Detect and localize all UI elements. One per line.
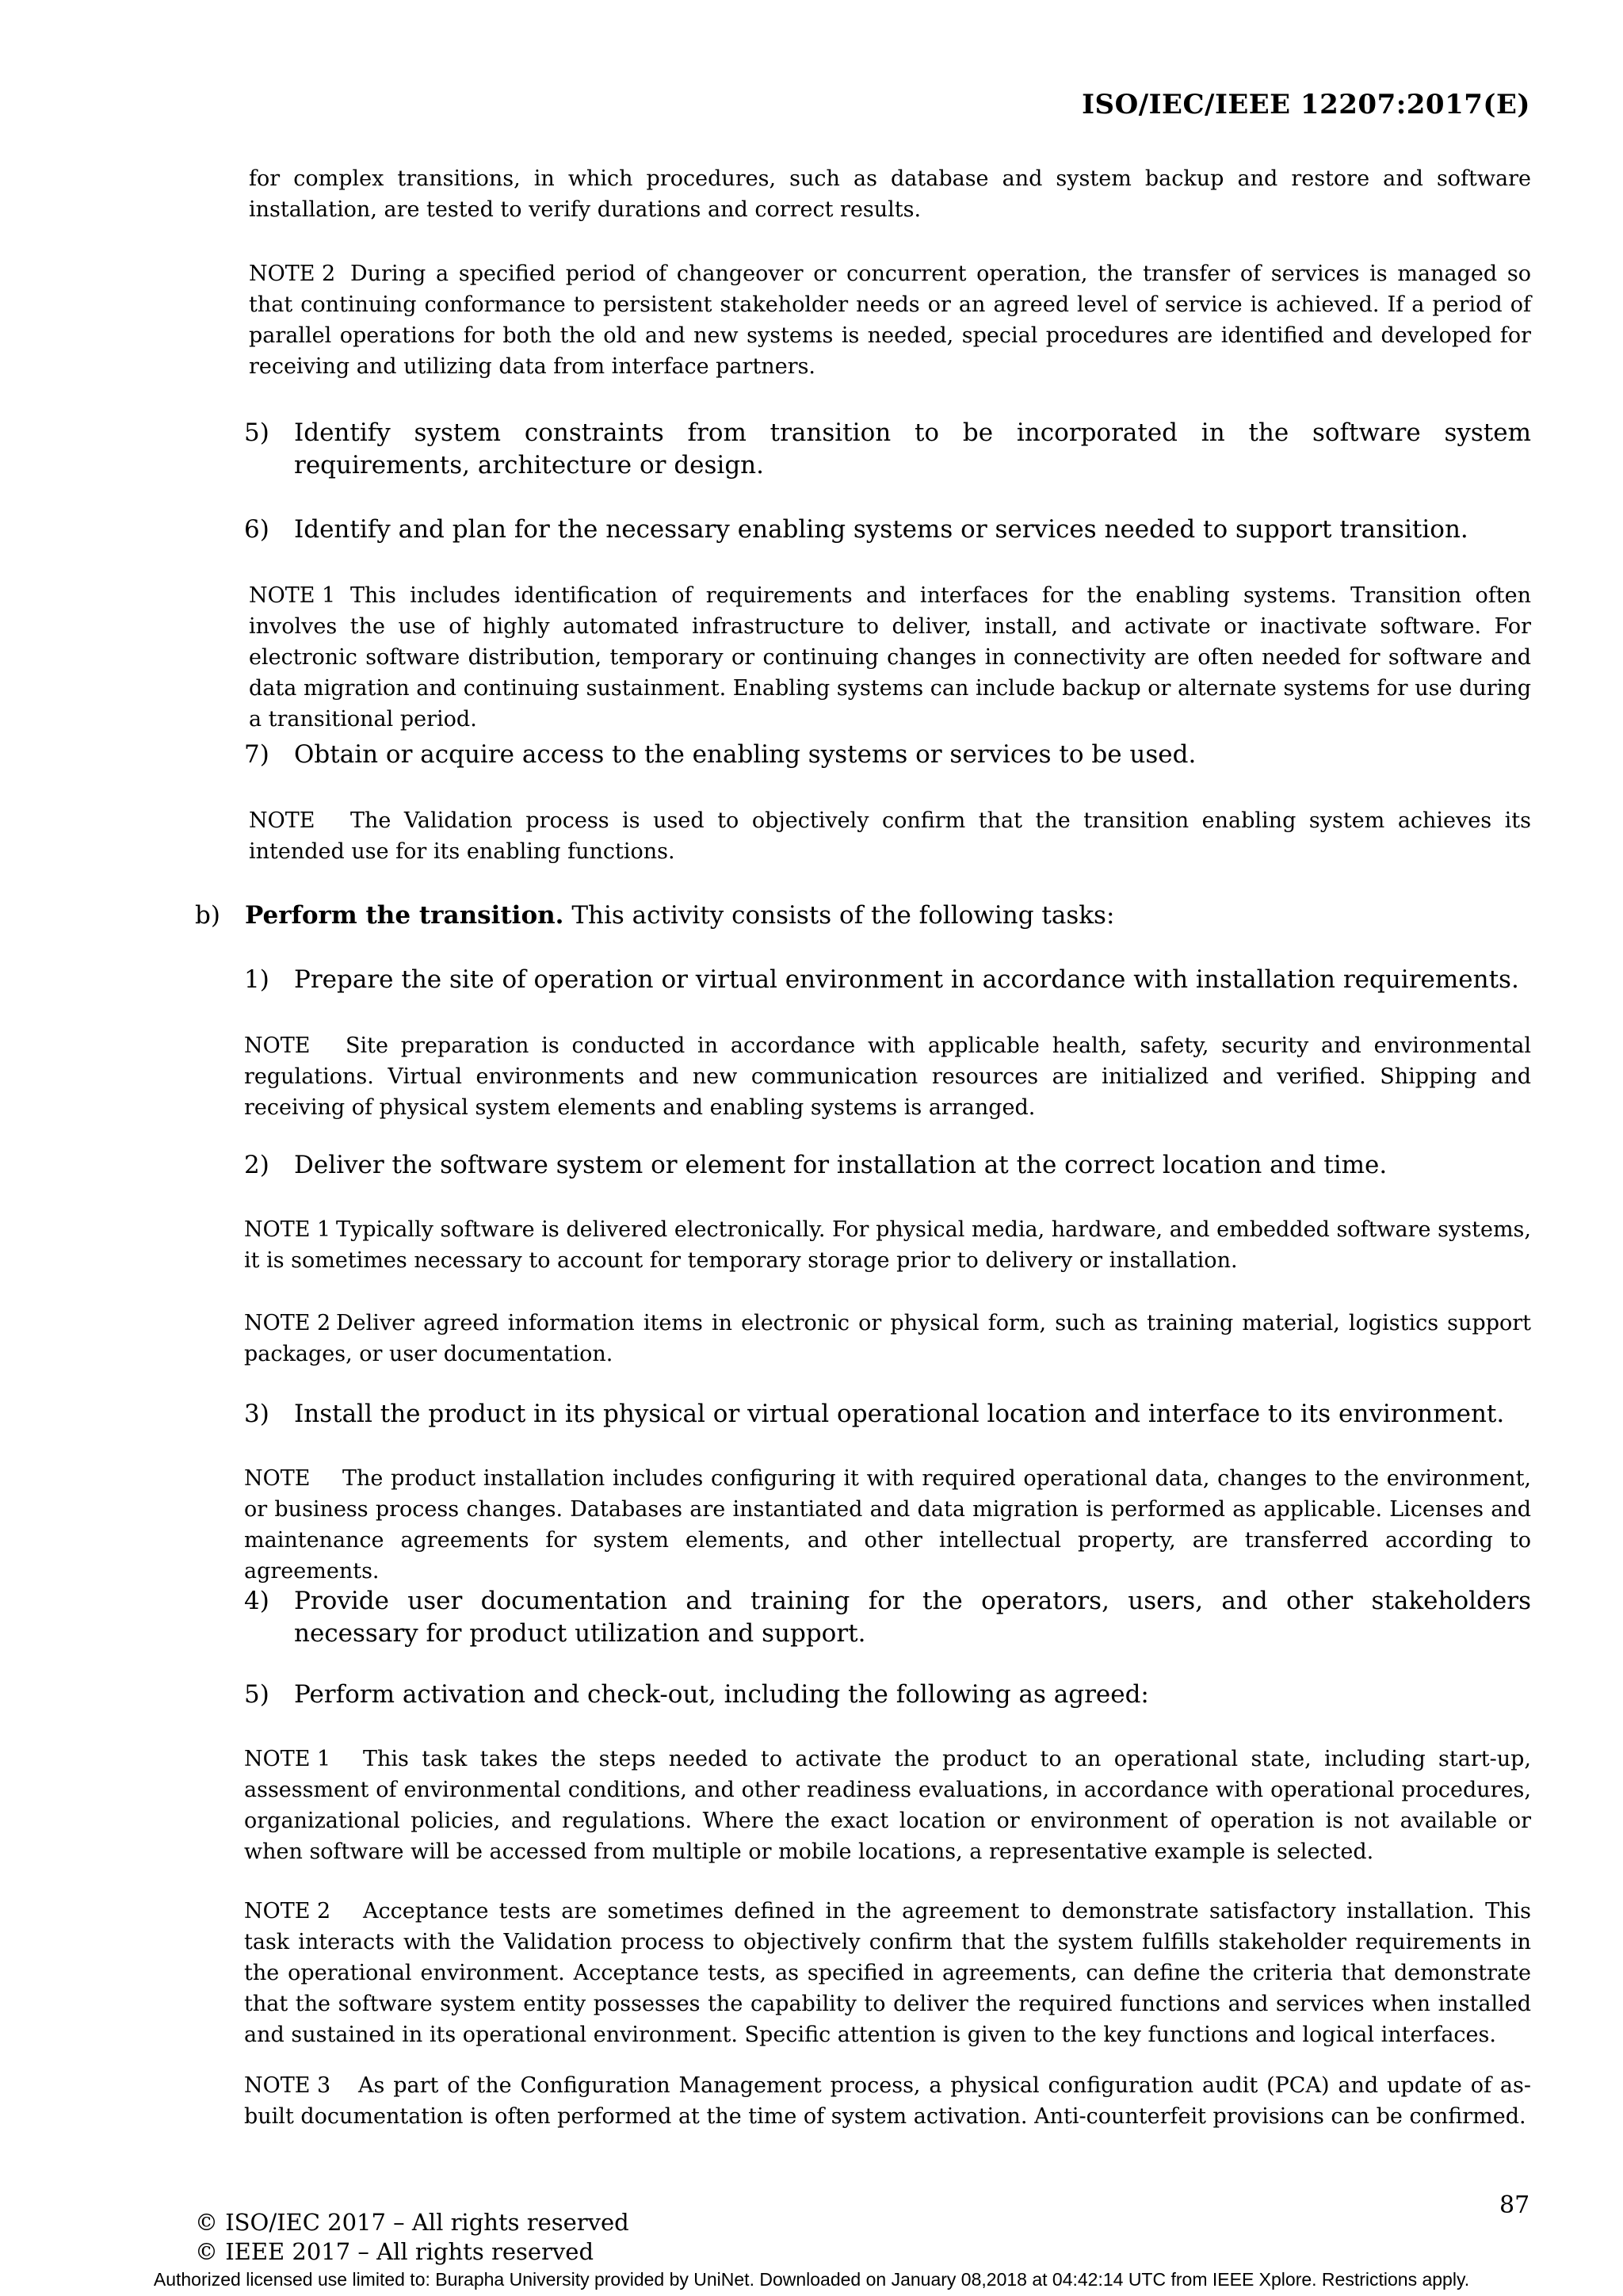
activity-letter: b)	[195, 901, 220, 930]
activity-title: Perform the transition.	[245, 901, 564, 930]
license-notice: Authorized licensed use limited to: Burapha University provided by UniNet. Downloaded on January 08,2018 at 04:42:14 UTC from IEEE Xplore. Restrictions apply.	[153, 2269, 1470, 2290]
note-label: NOTE	[244, 1033, 311, 1058]
note-label: NOTE 2	[249, 262, 336, 286]
note-label: NOTE 1	[244, 1217, 331, 1242]
task-number: 1)	[244, 965, 269, 994]
task-a7	[244, 739, 1531, 771]
task-a6	[244, 514, 1531, 546]
task-text: Deliver the software system or element for installation at the correct location and time.	[294, 1151, 1388, 1179]
task-text: Install the product in its physical or virtual operational location and interface to its environment.	[294, 1400, 1505, 1428]
note-label: NOTE 1	[249, 583, 336, 608]
note-label: NOTE 2	[244, 1899, 331, 1924]
note-label: NOTE 3	[244, 2073, 331, 2098]
task-number: 6)	[244, 515, 269, 544]
task-b1	[244, 964, 1531, 996]
note-a6-1	[249, 580, 1531, 735]
note-b5-2	[244, 1896, 1531, 2050]
note-text: Acceptance tests are sometimes defined in the agreement to demonstrate satisfactory installation. This task interacts with the Validation process to objectively confirm that the system fulfills stakeholder requirements in the operational environment. Acceptance tests, as specified in agreements, can define the criteria that demonstrate that the software system entity possesses the capability to deliver the required functions and services when installed and sustained in its operational environment. Specific attention is given to the key functions and logical interfaces.	[244, 1899, 1531, 2047]
activity-b	[195, 900, 1531, 932]
task-b2	[244, 1149, 1531, 1182]
task-b3	[244, 1398, 1531, 1431]
note-label: NOTE	[249, 808, 315, 833]
task-text: Provide user documentation and training for the operators, users, and other stakeholders necessary for product utilization and support.	[294, 1587, 1531, 1648]
note-a-2	[249, 258, 1531, 382]
note-b1	[244, 1030, 1531, 1123]
note-label: NOTE 1	[244, 1747, 331, 1771]
page-number: 87	[1499, 2191, 1530, 2219]
note-text: Deliver agreed information items in electronic or physical form, such as training material, logistics support packages, or user documentation.	[244, 1311, 1531, 1366]
note-text: Site preparation is conducted in accordance with applicable health, safety, security and environmental regulations. Virtual environments and new communication resources are initialized and verified. Shipping and receiving of physical system elements and enabling systems is arranged.	[244, 1033, 1531, 1120]
note-text: This task takes the steps needed to activate the product to an operational state, including start-up, assessment of environmental conditions, and other readiness evaluations, in accordance with operational procedures, organizational policies, and regulations. Where the exact location or environment of operation is not available or when software will be accessed from multiple or mobile locations, a representative example is selected.	[244, 1747, 1531, 1864]
note-text: As part of the Configuration Management process, a physical configuration audit (PCA) and update of as-built documentation is often performed at the time of system activation. Anti-counterfeit provisions can be confirmed.	[244, 2073, 1531, 2129]
note-b2-2	[244, 1308, 1531, 1370]
note-label: NOTE 2	[244, 1311, 331, 1335]
task-number: 5)	[244, 418, 269, 447]
task-number: 7)	[244, 740, 269, 769]
task-b5	[244, 1679, 1531, 1711]
copyright-iso: © ISO/IEC 2017 – All rights reserved	[195, 2209, 629, 2236]
note-b5-3	[244, 2070, 1531, 2132]
activity-text: This activity consists of the following tasks:	[571, 901, 1115, 930]
note-text: This includes identification of requirements and interfaces for the enabling systems. Transition often involves the use of highly automated infrastructure to deliver, install, and activate or inactivate software. For electronic software distribution, temporary or continuing changes in connectivity are often needed for software and data migration and continuing sustainment. Enabling systems can include backup or alternate systems for use during a transitional period.	[249, 583, 1531, 732]
note-b5-1	[244, 1744, 1531, 1867]
task-text: Identify system constraints from transition to be incorporated in the software system requirements, architecture or design.	[294, 418, 1531, 479]
note-b3	[244, 1463, 1531, 1587]
task-number: 2)	[244, 1151, 269, 1179]
note-a7	[249, 805, 1531, 867]
task-a5	[244, 417, 1531, 482]
task-text: Obtain or acquire access to the enabling systems or services to be used.	[294, 740, 1197, 769]
note-b2-1	[244, 1214, 1531, 1276]
task-text: Identify and plan for the necessary enabling systems or services needed to support transition.	[294, 515, 1468, 544]
note-text: The Validation process is used to objectively confirm that the transition enabling system achieves its intended use for its enabling functions.	[249, 808, 1531, 864]
task-b4	[244, 1585, 1531, 1650]
task-number: 5)	[244, 1680, 269, 1709]
note-label: NOTE	[244, 1466, 311, 1491]
note-text: During a specified period of changeover or concurrent operation, the transfer of services is managed so that continuing conformance to persistent stakeholder needs or an agreed level of service is achieved. If a period of parallel operations for both the old and new systems is needed, special procedures are identified and developed for receiving and utilizing data from interface partners.	[249, 262, 1531, 379]
copyright-ieee: © IEEE 2017 – All rights reserved	[195, 2238, 594, 2265]
note-text: Typically software is delivered electronically. For physical media, hardware, and embedded software systems, it is sometimes necessary to account for temporary storage prior to delivery or installation.	[244, 1217, 1531, 1273]
task-text: Perform activation and check-out, including the following as agreed:	[294, 1680, 1149, 1709]
note-text: The product installation includes configuring it with required operational data, changes to the environment, or business process changes. Databases are instantiated and data migration is performed as applicable. Licenses and maintenance agreements for system elements, and other intellectual property, are transferred according to agreements.	[244, 1466, 1531, 1584]
task-text: Prepare the site of operation or virtual environment in accordance with installation requirements.	[294, 965, 1519, 994]
task-number: 4)	[244, 1587, 269, 1615]
intro-paragraph: for complex transitions, in which procedures, such as database and system backup and restore and software installation, are tested to verify durations and correct results.	[249, 166, 1531, 222]
standard-header: ISO/IEC/IEEE 12207:2017(E)	[1082, 89, 1530, 120]
task-number: 3)	[244, 1400, 269, 1428]
